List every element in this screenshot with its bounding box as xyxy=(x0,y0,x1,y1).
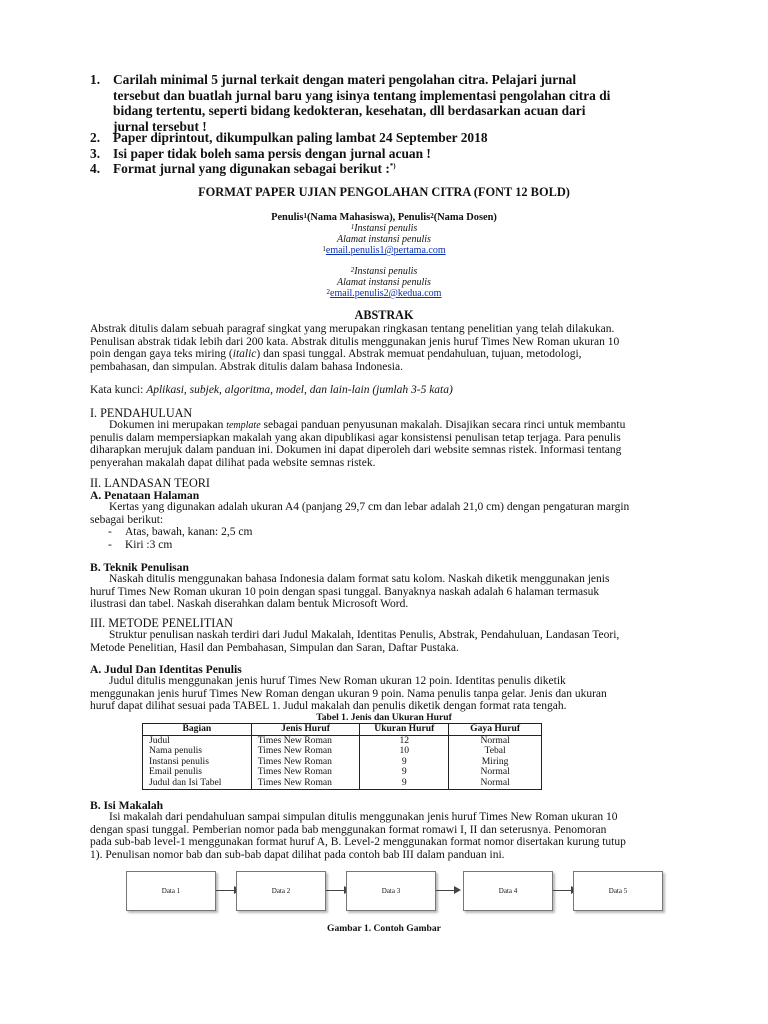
table-cell: Times New Roman xyxy=(251,757,360,768)
isi-line: Isi makalah dari pendahuluan sampai simpulan ditulis menggunakan jenis huruf Times New Roman ukuran 10 xyxy=(109,811,618,823)
instruction-number: 3. xyxy=(90,145,101,161)
table-cell: Times New Roman xyxy=(251,746,360,757)
subsection-line: huruf dapat dilihat sesuai pada TABEL 1. Judul makalah dan penulis diketik dengan format rata tengah. xyxy=(90,700,567,712)
instruction-text: Paper diprintout, dikumpulkan paling lambat 24 September 2018 xyxy=(113,130,488,145)
paper-title: FORMAT PAPER UJIAN PENGOLAHAN CITRA (FONT 12 BOLD) xyxy=(198,185,570,199)
subsection-2b-heading: B. Teknik Penulisan xyxy=(90,561,189,574)
table-cell: Miring xyxy=(449,757,542,768)
table-header-cell: Bagian xyxy=(143,724,252,736)
section-3-line: Struktur penulisan naskah terdiri dari Judul Makalah, Identitas Penulis, Abstrak, Pendahuluan, Landasan Teori, xyxy=(109,629,620,641)
instruction-text: tersebut dan buatlah jurnal baru yang isinya tentang implementasi pengolahan citra di xyxy=(113,87,611,103)
bullet-text: Kiri :3 cm xyxy=(125,538,173,551)
email-2[interactable]: $^2$email.penulis2@kedua.com xyxy=(326,288,442,299)
instruction-number: 4. xyxy=(90,161,101,176)
abstract-line: pembahasan, dan simpulan. Abstrak ditulis dalam bahasa Indonesia. xyxy=(90,360,403,373)
instruction-text: Isi paper tidak boleh sama persis dengan jurnal acuan ! xyxy=(113,145,431,161)
subsection-line: menggunakan jenis huruf Times New Roman dengan ukuran 9 poin. Nama penulis tanpa gelar. Jenis dan ukuran xyxy=(90,687,607,700)
figure-caption: Gambar 1. Contoh Gambar xyxy=(327,923,441,934)
table-cell: Normal xyxy=(449,735,542,746)
section-1-line: diharapkan merujuk dalam panduan ini. Dokumen ini dapat diperoleh dari website semnas ristek. Informasi tentang xyxy=(90,444,622,456)
section-3-heading: III. METODE PENELITIAN xyxy=(90,616,233,630)
table-cell: Normal xyxy=(449,778,542,789)
flow-box-data-2: Data 2 xyxy=(236,871,326,911)
flow-box-data-3: Data 3 xyxy=(346,871,436,911)
table-cell: 12 xyxy=(360,735,449,746)
table-cell: Nama penulis xyxy=(143,746,252,757)
affiliation-2: $^2$Instansi penulis xyxy=(350,266,418,277)
instruction-number: 2. xyxy=(90,130,101,145)
table-caption: Tabel 1. Jenis dan Ukuran Huruf xyxy=(316,712,452,723)
subsection-line: Judul ditulis menggunakan jenis huruf Times New Roman ukuran 12 poin. Identitas penulis diketik xyxy=(109,675,566,687)
address-2: Alamat instansi penulis xyxy=(337,277,431,288)
keywords: Kata kunci: Aplikasi, subjek, algoritma, model, dan lain-lain (jumlah 3-5 kata) xyxy=(90,384,453,396)
address-1: Alamat instansi penulis xyxy=(337,234,431,245)
table-cell: 9 xyxy=(360,757,449,768)
abstract-heading: ABSTRAK xyxy=(354,308,414,322)
abstract-line: poin dengan gaya teks miring (italic) dan spasi tunggal. Abstrak memuat pendahuluan, tujuan, metodologi, xyxy=(90,348,582,360)
table-row xyxy=(143,735,542,746)
instruction-text: jurnal tersebut ! xyxy=(113,118,207,134)
table-cell: Judul xyxy=(143,735,252,746)
table-cell: Email penulis xyxy=(143,767,252,778)
section-1-line: Dokumen ini merupakan template sebagai panduan penyusunan makalah. Disajikan secara rinci untuk membantu xyxy=(109,419,626,431)
font-table xyxy=(142,723,542,790)
table-cell: Times New Roman xyxy=(251,767,360,778)
subsection-2a-heading: A. Penataan Halaman xyxy=(90,489,200,502)
table-cell: Judul dan Isi Tabel xyxy=(143,778,252,789)
bullet-dash: - xyxy=(108,538,112,551)
isi-line: dengan spasi tunggal. Pemberian nomor pada bab menggunakan format romawi I, II dan seterusnya. Penomoran xyxy=(90,823,607,836)
arrow-right-icon xyxy=(454,886,461,894)
table-header-cell: Jenis Huruf xyxy=(251,724,360,736)
instruction-text: Format jurnal yang digunakan sebagai berikut :*) xyxy=(113,161,396,176)
email-2-link[interactable]: email.penulis2@kedua.com xyxy=(330,288,442,299)
section-1-line: penulis dalam mempersiapkan makalah yang akan dipublikasi agar konsistensi penulisan tetap terjaga. Para penulis xyxy=(90,431,621,444)
section-2-heading: II. LANDASAN TEORI xyxy=(90,476,210,490)
isi-makalah-heading: B. Isi Makalah xyxy=(90,799,164,812)
section-1-heading: I. PENDAHULUAN xyxy=(90,406,193,420)
table-cell: Tebal xyxy=(449,746,542,757)
flow-box-data-5: Data 5 xyxy=(573,871,663,911)
flow-box-data-1: Data 1 xyxy=(126,871,216,911)
email-1[interactable]: $^1$email.penulis1@pertama.com xyxy=(322,245,446,256)
table-cell: Times New Roman xyxy=(251,735,360,746)
table-row xyxy=(143,778,542,789)
subsection-line: Kertas yang digunakan adalah ukuran A4 (panjang 29,7 cm dan lebar adalah 21,0 cm) dengan pengaturan margin xyxy=(109,501,630,513)
instruction-number: 1. xyxy=(90,72,101,87)
table-cell: Instansi penulis xyxy=(143,757,252,768)
instruction-text: Carilah minimal 5 jurnal terkait dengan materi pengolahan citra. Pelajari jurnal xyxy=(113,72,577,87)
subsection-3a-heading: A. Judul Dan Identitas Penulis xyxy=(90,663,242,676)
instruction-text: bidang tertentu, seperti bidang kedokteran, kesehatan, dll berdasarkan acuan dari xyxy=(113,103,586,118)
table-cell: 9 xyxy=(360,778,449,789)
table-cell: Times New Roman xyxy=(251,778,360,789)
table-header-row xyxy=(143,724,542,736)
section-3-line: Metode Penelitian, Hasil dan Pembahasan, Simpulan dan Saran, Daftar Pustaka. xyxy=(90,641,459,654)
abstract-line: Abstrak ditulis dalam sebuah paragraf singkat yang merupakan ringkasan tentang penelitian yang telah dilakukan. xyxy=(90,323,615,335)
section-1-line: penyerahan makalah dapat dilihat pada website semnas ristek. xyxy=(90,456,376,469)
table-cell: Normal xyxy=(449,767,542,778)
subsection-line: huruf Times New Roman ukuran 10 poin dengan spasi tunggal. Banyaknya naskah adalah 6 halaman termasuk xyxy=(90,585,600,598)
table-header-cell: Ukuran Huruf xyxy=(360,724,449,736)
table-cell: 10 xyxy=(360,746,449,757)
abstract-line: Penulisan abstrak tidak lebih dari 200 kata. Abstrak ditulis menggunakan jenis huruf Times New Roman ukuran 10 xyxy=(90,335,620,348)
table-cell: 9 xyxy=(360,767,449,778)
affiliation-1: $^1$Instansi penulis xyxy=(350,223,418,234)
subsection-line: ilustrasi dan tabel. Naskah diserahkan dalam bentuk Microsoft Word. xyxy=(90,598,409,610)
email-1-link[interactable]: email.penulis1@pertama.com xyxy=(325,245,446,256)
author-line: Penulis$^1$(Nama Mahasiswa), Penulis$^2$(Nama Dosen) xyxy=(271,212,497,223)
subsection-line: Naskah ditulis menggunakan bahasa Indonesia dalam format satu kolom. Naskah diketik menggunakan jenis xyxy=(109,573,610,585)
table-header-cell: Gaya Huruf xyxy=(449,724,542,736)
isi-line: pada sub-bab level-1 menggunakan format huruf A, B. Level-2 menggunakan format nomor disertakan kurung tutup xyxy=(90,836,626,848)
isi-line: 1). Penulisan nomor bab dan sub-bab dapat dilihat pada contoh bab III dalam panduan ini. xyxy=(90,848,505,861)
bullet-dash: - xyxy=(108,526,112,538)
bullet-text: Atas, bawah, kanan: 2,5 cm xyxy=(125,526,253,538)
subsection-line: sebagai berikut: xyxy=(90,513,164,526)
flow-box-data-4: Data 4 xyxy=(463,871,553,911)
